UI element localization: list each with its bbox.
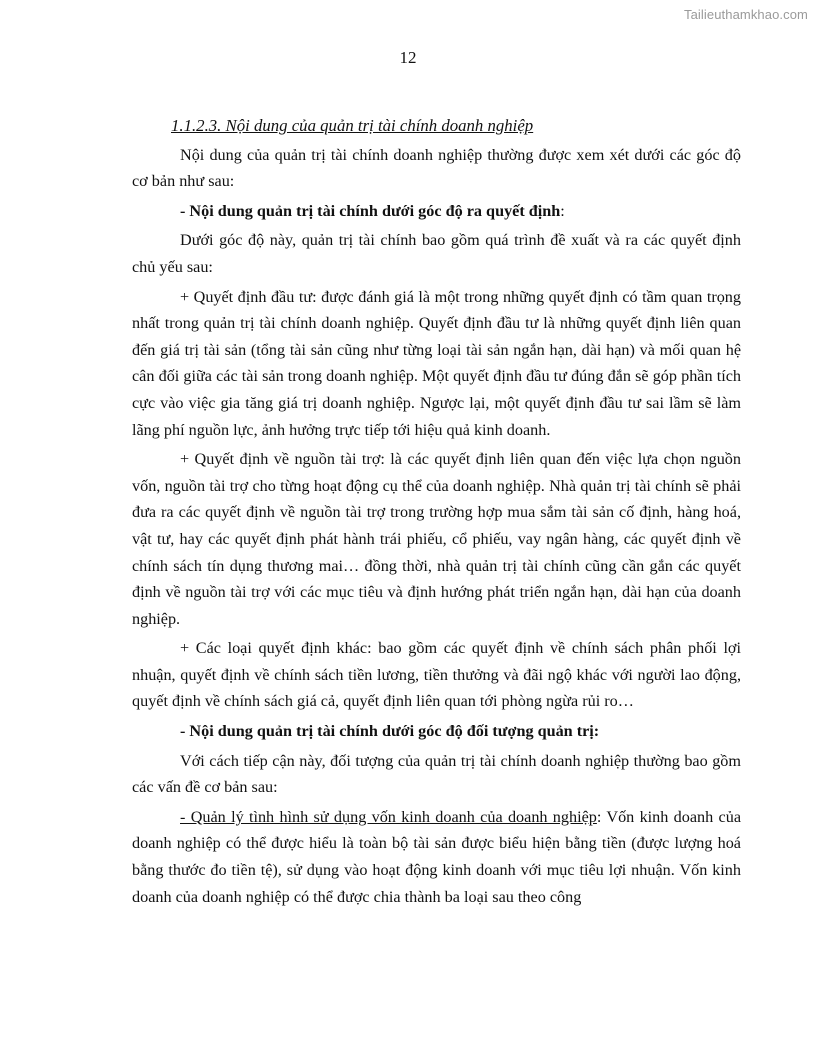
- decision-view-colon: :: [560, 201, 565, 220]
- decision-view-title: - Nội dung quản trị tài chính dưới góc độ ra quyết định: [180, 201, 561, 220]
- decision-view-intro: Dưới góc độ này, quản trị tài chính bao gồm quá trình đề xuất và ra các quyết định chủ yếu sau:: [132, 231, 741, 276]
- capital-management-paragraph: [132, 804, 741, 910]
- financing-decision-paragraph: + Quyết định về nguồn tài trợ: là các quyết định liên quan đến việc lựa chọn nguồn vốn, nguồn tài trợ cho từng hoạt động cụ thể của doanh nghiệp. Nhà quản trị tài chính sẽ phải đưa ra các quyết định về nguồn tài trợ trong trường hợp mua sắm tài sản cố định, hàng hoá, vật tư, hay các quyết định phát hành trái phiếu, cổ phiếu, vay ngân hàng, các quyết định về chính sách tín dụng thương mai… đồng thời, nhà quản trị tài chính cũng cần gắn các quyết định về nguồn tài trợ với các mục tiêu và định hướng phát triển ngắn hạn, dài hạn của doanh nghiệp.: [132, 450, 741, 628]
- capital-management-text: : Vốn kinh doanh của doanh nghiệp có thể được hiểu là toàn bộ tài sản được biểu hiện bằng tiền (được lượng hoá bằng thước đo tiền tệ), sử dụng vào hoạt động kinh doanh với mục tiêu lợi nhuận. Vốn kinh doanh của doanh nghiệp có thể được chia thành ba loại sau theo công: [132, 807, 741, 906]
- other-decisions-paragraph: + Các loại quyết định khác: bao gồm các quyết định về chính sách phân phối lợi nhuận, quyết định về chính sách tiền lương, tiền thưởng và đãi ngộ khác với người lao động, quyết định về chính sách giá cả, quyết định liên quan tới phòng ngừa rủi ro…: [132, 639, 741, 711]
- intro-paragraph: Nội dung của quản trị tài chính doanh nghiệp thường được xem xét dưới các góc độ cơ bản như sau:: [132, 145, 741, 191]
- watermark: Tailieuthamkhao.com: [683, 7, 808, 22]
- object-view-intro: Với cách tiếp cận này, đối tượng của quản trị tài chính doanh nghiệp thường bao gồm các vấn đề cơ bản sau:: [132, 751, 741, 797]
- object-view-heading: - Nội dung quản trị tài chính dưới góc độ đối tượng quản trị:: [180, 722, 600, 741]
- page-number: 12: [399, 48, 417, 67]
- decision-view-heading: [132, 198, 741, 225]
- section-heading: 1.1.2.3. Nội dung của quản trị tài chính doanh nghiệp: [171, 116, 534, 135]
- investment-decision-paragraph: + Quyết định đầu tư: được đánh giá là một trong những quyết định có tầm quan trọng nhất trong quản trị tài chính doanh nghiệp. Quyết định đầu tư là những quyết định liên quan đến giá trị tài sản (tổng tài sản cũng như từng loại tài sản ngắn hạn, dài hạn) và mối quan hệ cân đối giữa các tài sản trong doanh nghiệp. Một quyết định đầu tư đúng đắn sẽ góp phần tích cực vào việc gia tăng giá trị doanh nghiệp. Ngược lại, một quyết định đầu tư sai lầm sẽ làm lãng phí nguồn lực, ảnh hưởng trực tiếp tới hiệu quả kinh doanh.: [132, 287, 741, 439]
- document-body: [132, 113, 741, 910]
- capital-management-label: - Quản lý tình hình sử dụng vốn kinh doanh của doanh nghiệp: [180, 807, 597, 826]
